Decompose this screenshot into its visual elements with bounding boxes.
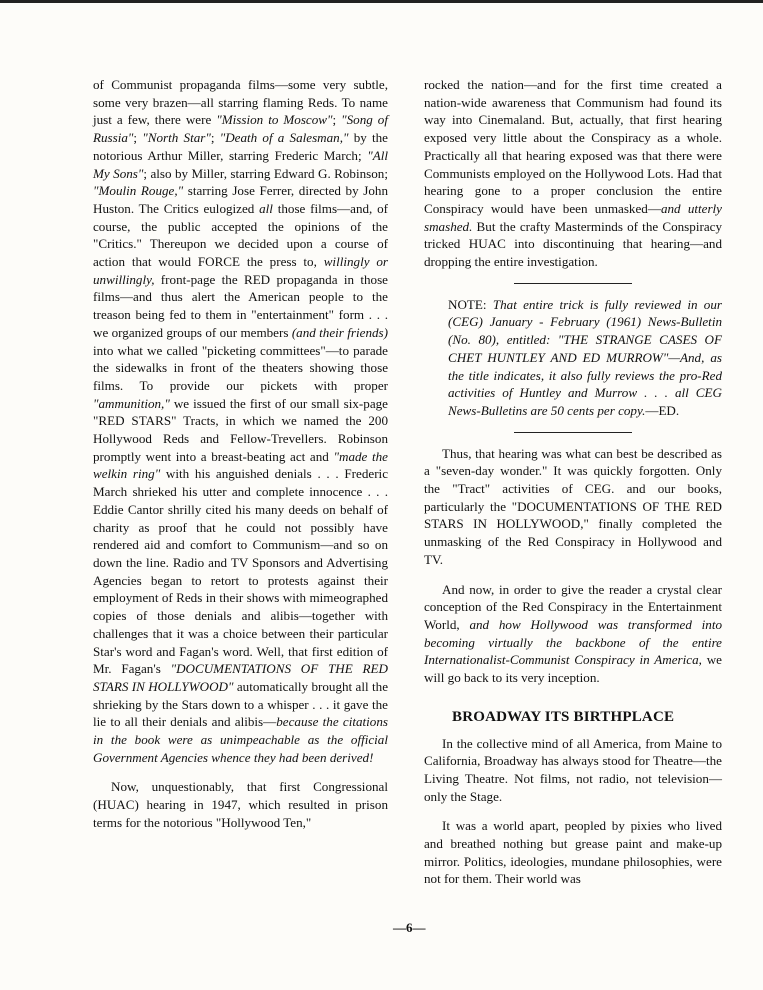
editor-note: NOTE: That entire trick is fully reviewed in our (CEG) January - February (1961) News-Bulletin (No. 80), entitled: "THE STRANGE CASES OF CHET HUNTLEY AND ED MURROW"—And, as the title indicates, it also fully reviews the pro-Red activities of Huntley and Murrow . . . all CEG News-Bulletins are 50 cents per copy.—ED. [448, 296, 722, 418]
right-paragraph-5: It was a world apart, peopled by pixies who lived and breathed nothing but grease paint and make-up mirror. Politics, ideologies, mundane philosophies, were not for them. Their world was [424, 818, 722, 887]
page-number: —6— [393, 920, 426, 935]
top-border-rule [0, 0, 763, 3]
right-paragraph-1: rocked the nation—and for the first time created a nation-wide awareness that Communism had found its way into Cinemaland. But, actually, that first hearing exposed very little about the Conspiracy as a whole. Practically all that hearing exposed was that there were Communists employed on the Hollywood Lots. Had that hearing gone to a proper conclusion the entire Conspiracy would have been unmasked—and utterly smashed. But the crafty Masterminds of the Conspiracy tricked HUAC into discontinuing that hearing—and dropping the entire investigation. [424, 77, 722, 270]
right-paragraph-2: Thus, that hearing was what can best be described as a "seven-day wonder." It was quickly forgotten. Only the "Tract" activities of CEG. and our books, particularly the "DOCUMENTATIONS OF THE RED STARS IN HOLLYWOOD," finally completed the unmasking of the Red Conspiracy in Hollywood and TV. [424, 445, 722, 567]
left-paragraph-1: of Communist propaganda films—some very subtle, some very brazen—all starring flaming Reds. To name just a few, there were "Mission to Moscow"; "Song of Russia"; "North Star"; "Death of a Salesman," by the notorious Arthur Miller, starring Frederic March; "All My Sons"; also by Miller, starring Edward G. Robinson; "Moulin Rouge," starring Jose Ferrer, directed by John Huston. The Critics eulogized all those films—and, of course, the public accepted the opinions of the "Critics." Thereupon we decided upon a course of action that would FORCE the press to, willingly or unwillingly, front-page the RED propaganda in those films—and thus alert the American people to the treason being fed to them in "entertainment" form . . . we organized groups of our members (and their friends) into what we called "picketing committees"—to parade the sidewalks in front of the theaters showing those films. To provide our pickets with proper "ammunition," we issued the first of our small six-page "RED STARS" Tracts, in which we named the 200 Hollywood Reds and Fellow-Trevellers. Robinson promptly went into a breast-beating act and "made the welkin ring" with his anguished denials . . . Frederic March shrieked his utter and complete innocence . . . Eddie Cantor shrilly cited his many deeds on behalf of charity as proof that he could not possibly have rendered aid and comfort to Communism—and so on down the line. Radio and TV Sponsors and Advertising Agencies began to retort to protests against their employment of Reds in their shows with mimeographed copies of those denials and alibis—together with challenges that it was a choice between their particular Star's word and Fagan's word. Well, that first edition of Mr. Fagan's "DOCUMENTATIONS OF THE RED STARS IN HOLLYWOOD" automatically brought all the shrieking by the Stars down to a whisper . . . it gave the lie to all their denials and alibis—because the citations in the book were as unimpeachable as the official Government Agencies whence they had been derived! [93, 77, 389, 765]
right-paragraph-3: And now, in order to give the reader a crystal clear conception of the Red Conspiracy in the Entertainment World, and how Hollywood was transformed into becoming virtually the backbone of the entire Internationalist-Communist Conspiracy in America, we will go back to its very inception. [424, 581, 723, 686]
right-paragraph-4: In the collective mind of all America, from Maine to California, Broadway has always stood for Theatre—the Living Theatre. Not films, not radio, not television—only the Stage. [424, 735, 722, 804]
section-divider [514, 432, 632, 433]
left-paragraph-2: Now, unquestionably, that first Congressional (HUAC) hearing in 1947, which resulted in prison terms for the notorious "Hollywood Ten," [93, 779, 388, 830]
section-divider [514, 283, 632, 284]
left-column [93, 76, 388, 832]
section-heading: BROADWAY ITS BIRTHPLACE [452, 708, 675, 725]
right-column [424, 76, 722, 888]
